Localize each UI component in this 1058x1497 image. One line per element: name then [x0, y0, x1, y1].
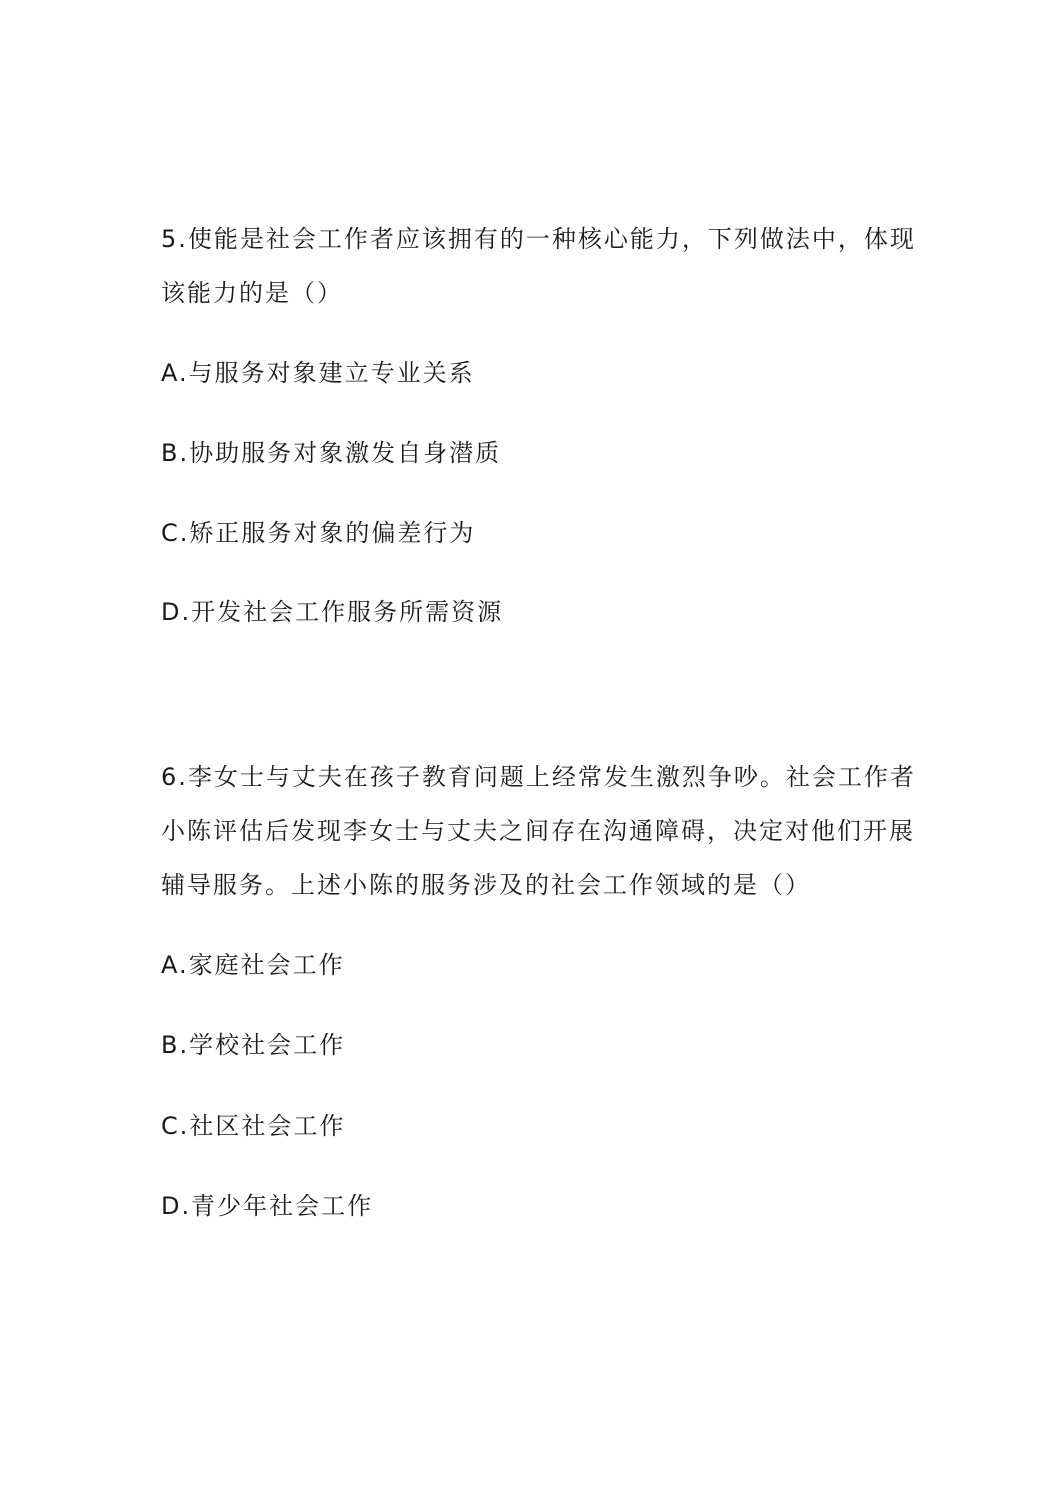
question-5-option-d: D.开发社会工作服务所需资源	[161, 598, 504, 626]
question-6-stem-line-1: 6.李女士与丈夫在孩子教育问题上经常发生激烈争吵。社会工作者	[161, 763, 916, 791]
question-6-option-a: A.家庭社会工作	[161, 951, 345, 979]
question-5-option-c: C.矫正服务对象的偏差行为	[161, 519, 476, 547]
question-6-stem-line-2: 小陈评估后发现李女士与丈夫之间存在沟通障碍，决定对他们开展	[161, 817, 915, 845]
question-6-stem-line-3: 辅导服务。上述小陈的服务涉及的社会工作领域的是（）	[161, 871, 811, 899]
question-5-option-b: B.协助服务对象激发自身潜质	[161, 439, 502, 467]
question-6-option-c: C.社区社会工作	[161, 1112, 346, 1140]
question-5-stem-line-1: 5.使能是社会工作者应该拥有的一种核心能力，下列做法中，体现	[161, 225, 916, 253]
question-5-option-a: A.与服务对象建立专业关系	[161, 359, 475, 387]
question-6-option-d: D.青少年社会工作	[161, 1192, 374, 1220]
question-5-stem-line-2: 该能力的是（）	[161, 279, 343, 307]
question-6-option-b: B.学校社会工作	[161, 1031, 346, 1059]
